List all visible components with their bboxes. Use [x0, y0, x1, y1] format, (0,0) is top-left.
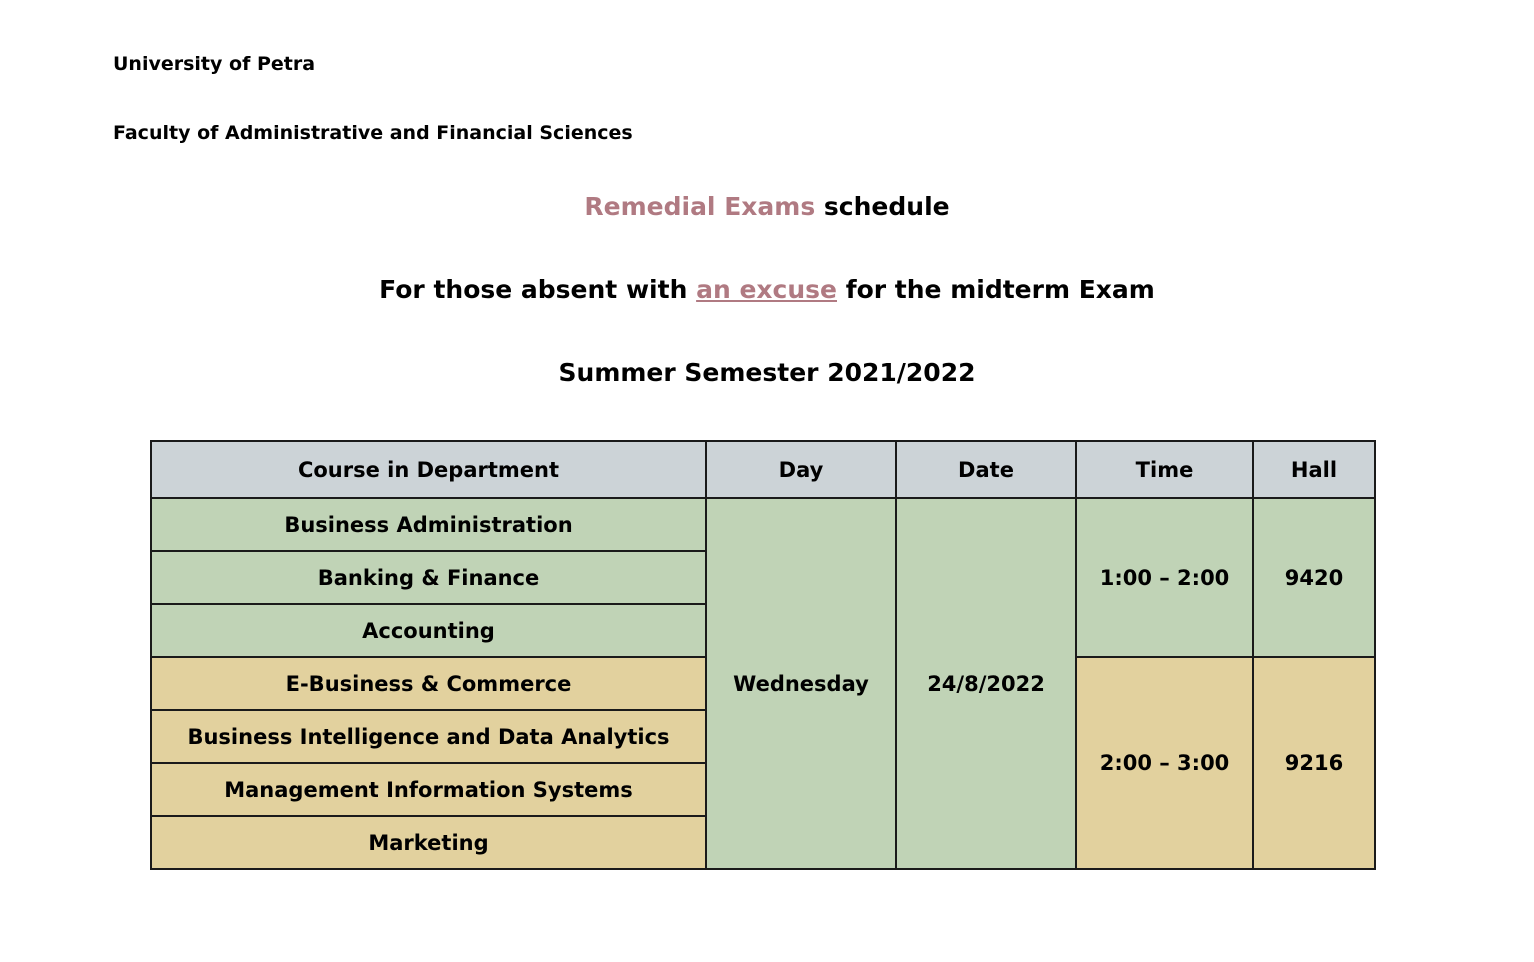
hall-cell-group2: 9216	[1253, 657, 1375, 869]
title-accent: Remedial Exams	[584, 192, 816, 221]
table-header-row	[151, 441, 1375, 498]
day-cell: Wednesday	[706, 498, 896, 869]
date-cell: 24/8/2022	[896, 498, 1076, 869]
course-cell: Banking & Finance	[151, 551, 706, 604]
excuse-link[interactable]: an excuse	[696, 275, 837, 304]
table-row	[151, 498, 1375, 551]
course-cell: Business Intelligence and Data Analytics	[151, 710, 706, 763]
page-title	[0, 194, 1534, 219]
course-cell: Marketing	[151, 816, 706, 869]
time-cell-group1: 1:00 – 2:00	[1076, 498, 1253, 657]
course-cell: Management Information Systems	[151, 763, 706, 816]
exam-schedule-table	[150, 440, 1376, 870]
course-cell: E-Business & Commerce	[151, 657, 706, 710]
faculty-name: Faculty of Administrative and Financial Sciences	[113, 122, 633, 144]
time-cell-group2: 2:00 – 3:00	[1076, 657, 1253, 869]
column-header-time: Time	[1076, 441, 1253, 498]
course-cell: Business Administration	[151, 498, 706, 551]
course-cell: Accounting	[151, 604, 706, 657]
subtitle-before: For those absent with	[379, 275, 697, 304]
column-header-course: Course in Department	[151, 441, 706, 498]
subtitle-after: for the midterm Exam	[837, 275, 1155, 304]
title-rest: schedule	[815, 192, 950, 221]
semester-label: Summer Semester 2021/2022	[558, 358, 976, 387]
university-name: University of Petra	[113, 53, 316, 75]
column-header-date: Date	[896, 441, 1076, 498]
column-header-hall: Hall	[1253, 441, 1375, 498]
hall-cell-group1: 9420	[1253, 498, 1375, 657]
subtitle	[0, 277, 1534, 302]
column-header-day: Day	[706, 441, 896, 498]
